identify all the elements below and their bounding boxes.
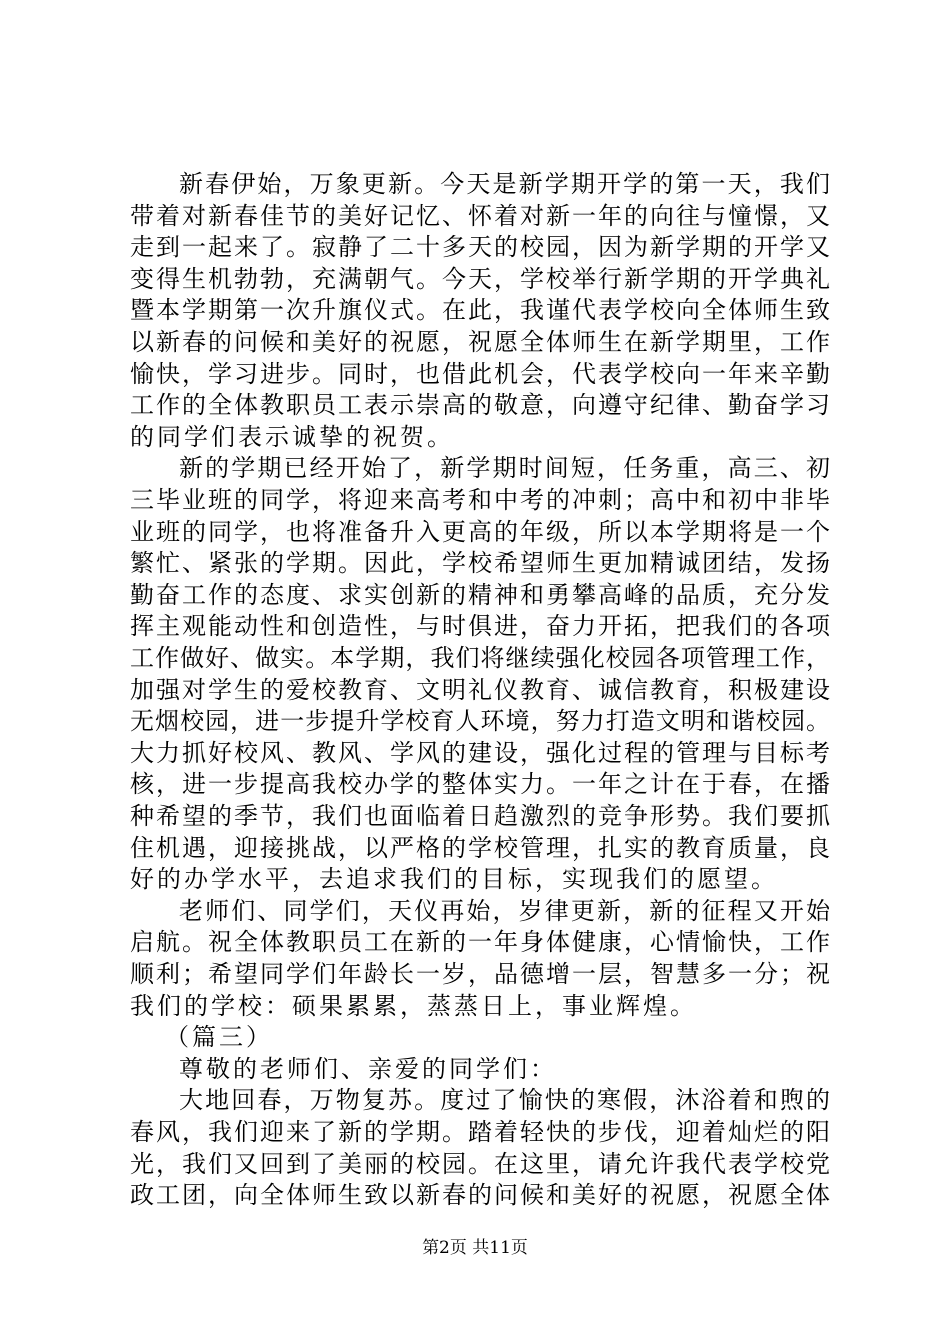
paragraph-line: 暨本学期第一次升旗仪式。在此，我谨代表学校向全体师生致: [130, 296, 830, 324]
paragraph-line: 春风，我们迎来了新的学期。踏着轻快的步伐，迎着灿烂的阳: [130, 1118, 830, 1146]
paragraph-line: 工作做好、做实。本学期，我们将继续强化校园各项管理工作，: [130, 644, 830, 672]
section-heading: （篇三）: [165, 1023, 273, 1051]
paragraph-line: 光，我们又回到了美丽的校园。在这里，请允许我代表学校党: [130, 1150, 830, 1178]
salutation-line: 尊敬的老师们、亲爱的同学们：: [179, 1055, 557, 1083]
paragraph-line: 老师们、同学们，天仪再始，岁律更新，新的征程又开始: [179, 897, 830, 925]
paragraph-line: 政工团，向全体师生致以新春的问候和美好的祝愿，祝愿全体: [130, 1181, 830, 1209]
paragraph-line: 繁忙、紧张的学期。因此，学校希望师生更加精诚团结，发扬: [130, 549, 830, 577]
paragraph-line: 愉快，学习进步。同时，也借此机会，代表学校向一年来辛勤: [130, 360, 830, 388]
paragraph-line: 好的办学水平，去追求我们的目标，实现我们的愿望。: [130, 865, 778, 893]
paragraph-line: 无烟校园，进一步提升学校育人环境，努力打造文明和谐校园。: [130, 707, 830, 735]
paragraph-line: 大力抓好校风、教风、学风的建设，强化过程的管理与目标考: [130, 739, 830, 767]
paragraph-line: 大地回春，万物复苏。度过了愉快的寒假，沐浴着和煦的: [179, 1086, 830, 1114]
paragraph-line: 勤奋工作的态度、求实创新的精神和勇攀高峰的品质，充分发: [130, 581, 830, 609]
paragraph-line: 工作的全体教职员工表示崇高的敬意，向遵守纪律、勤奋学习: [130, 391, 830, 419]
paragraph-line: 三毕业班的同学，将迎来高考和中考的冲刺；高中和初中非毕: [130, 486, 830, 514]
paragraph-line: 走到一起来了。寂静了二十多天的校园，因为新学期的开学又: [130, 233, 830, 261]
paragraph-line: 住机遇，迎接挑战，以严格的学校管理，扎实的教育质量，良: [130, 834, 830, 862]
paragraph-line: 我们的学校：硕果累累，蒸蒸日上，事业辉煌。: [130, 992, 697, 1020]
paragraph-line: 启航。祝全体教职员工在新的一年身体健康，心情愉快，工作: [130, 928, 830, 956]
paragraph-line: 加强对学生的爱校教育、文明礼仪教育、诚信教育，积极建设: [130, 676, 830, 704]
paragraph-line: 种希望的季节，我们也面临着日趋激烈的竞争形势。我们要抓: [130, 802, 830, 830]
paragraph-line: 带着对新春佳节的美好记忆、怀着对新一年的向往与憧憬，又: [130, 202, 830, 230]
paragraph-line: 业班的同学，也将准备升入更高的年级，所以本学期将是一个: [130, 518, 830, 546]
paragraph-line: 以新春的问候和美好的祝愿，祝愿全体师生在新学期里，工作: [130, 328, 830, 356]
paragraph-line: 新春伊始，万象更新。今天是新学期开学的第一天，我们: [179, 170, 830, 198]
paragraph-line: 挥主观能动性和创造性，与时俱进，奋力开拓，把我们的各项: [130, 612, 830, 640]
paragraph-line: 顺利；希望同学们年龄长一岁，品德增一层，智慧多一分；祝: [130, 960, 830, 988]
page-number-footer: 第2页 共11页: [422, 1238, 528, 1258]
paragraph-line: 核，进一步提高我校办学的整体实力。一年之计在于春，在播: [130, 770, 830, 798]
paragraph-line: 新的学期已经开始了，新学期时间短，任务重，高三、初: [179, 454, 830, 482]
paragraph-line: 变得生机勃勃，充满朝气。今天，学校举行新学期的开学典礼: [130, 265, 830, 293]
paragraph-line: 的同学们表示诚挚的祝贺。: [130, 423, 454, 451]
